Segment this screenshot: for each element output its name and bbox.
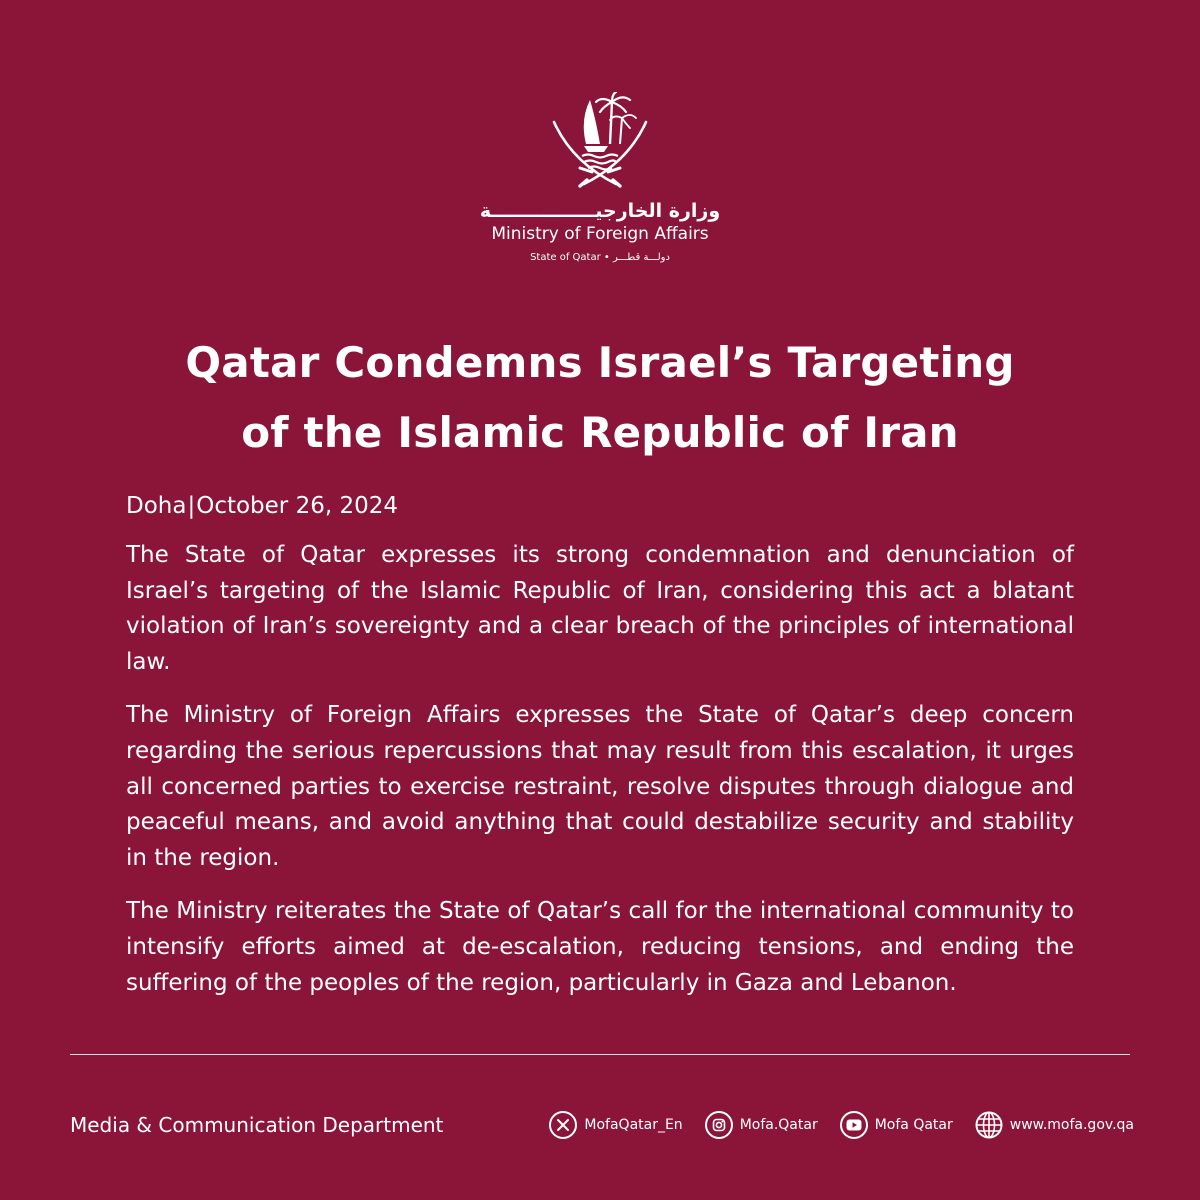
social-link-youtube[interactable] [840, 1111, 953, 1139]
footer-divider [70, 1054, 1130, 1055]
dateline [126, 488, 1074, 524]
department-label: Media & Communication Department [70, 1113, 444, 1137]
state-of-qatar-subtitle: State of Qatar • دولـــة قطـــر [530, 252, 670, 263]
paragraph-2: The Ministry of Foreign Affairs expresses the State of Qatar’s deep concern regarding the serious repercussions that may result from this escalation, it urges all concerned parties to exercise restraint, resolve disputes through dialogue and peaceful means, and avoid anything that could destabilize security and stability in the region. [126, 702, 1074, 871]
instagram-icon [705, 1111, 733, 1139]
paragraph-1: The State of Qatar expresses its strong condemnation and denunciation of Israel’s targeting of the Islamic Republic of Iran, considering this act a blatant violation of Iran’s sovereignty and a clear breach of the principles of international law. [126, 542, 1074, 675]
social-label-youtube: Mofa Qatar [874, 1117, 953, 1133]
social-link-website[interactable] [975, 1111, 1134, 1139]
title-line-2: of the Islamic Republic of Iran [241, 408, 959, 457]
ministry-name-arabic: وزارة الخارجيــــــــــــــــة [479, 200, 721, 222]
statement-body [126, 488, 1074, 1019]
social-link-instagram[interactable] [705, 1111, 818, 1139]
ministry-name-english: Ministry of Foreign Affairs [491, 224, 709, 244]
dateline-separator: | [187, 493, 196, 519]
social-links [527, 1110, 1134, 1140]
social-label-website: www.mofa.gov.qa [1009, 1117, 1134, 1133]
title-line-1: Qatar Condemns Israel’s Targeting [185, 338, 1015, 387]
social-link-x[interactable] [549, 1111, 682, 1139]
x-icon [549, 1111, 577, 1139]
qatar-emblem-icon [550, 92, 650, 192]
page-title [100, 328, 1100, 468]
dateline-place: Doha [126, 493, 187, 519]
dateline-date: October 26, 2024 [196, 493, 398, 519]
social-label-x: MofaQatar_En [584, 1117, 683, 1133]
social-label-instagram: Mofa.Qatar [739, 1117, 818, 1133]
paragraph-3: The Ministry reiterates the State of Qatar’s call for the international community to intensify efforts aimed at de-escalation, reducing tensions, and ending the suffering of the peoples of the region, particularly in Gaza and Lebanon. [126, 898, 1074, 996]
youtube-icon [840, 1111, 868, 1139]
ministry-logo [0, 92, 1200, 263]
globe-icon [975, 1111, 1003, 1139]
